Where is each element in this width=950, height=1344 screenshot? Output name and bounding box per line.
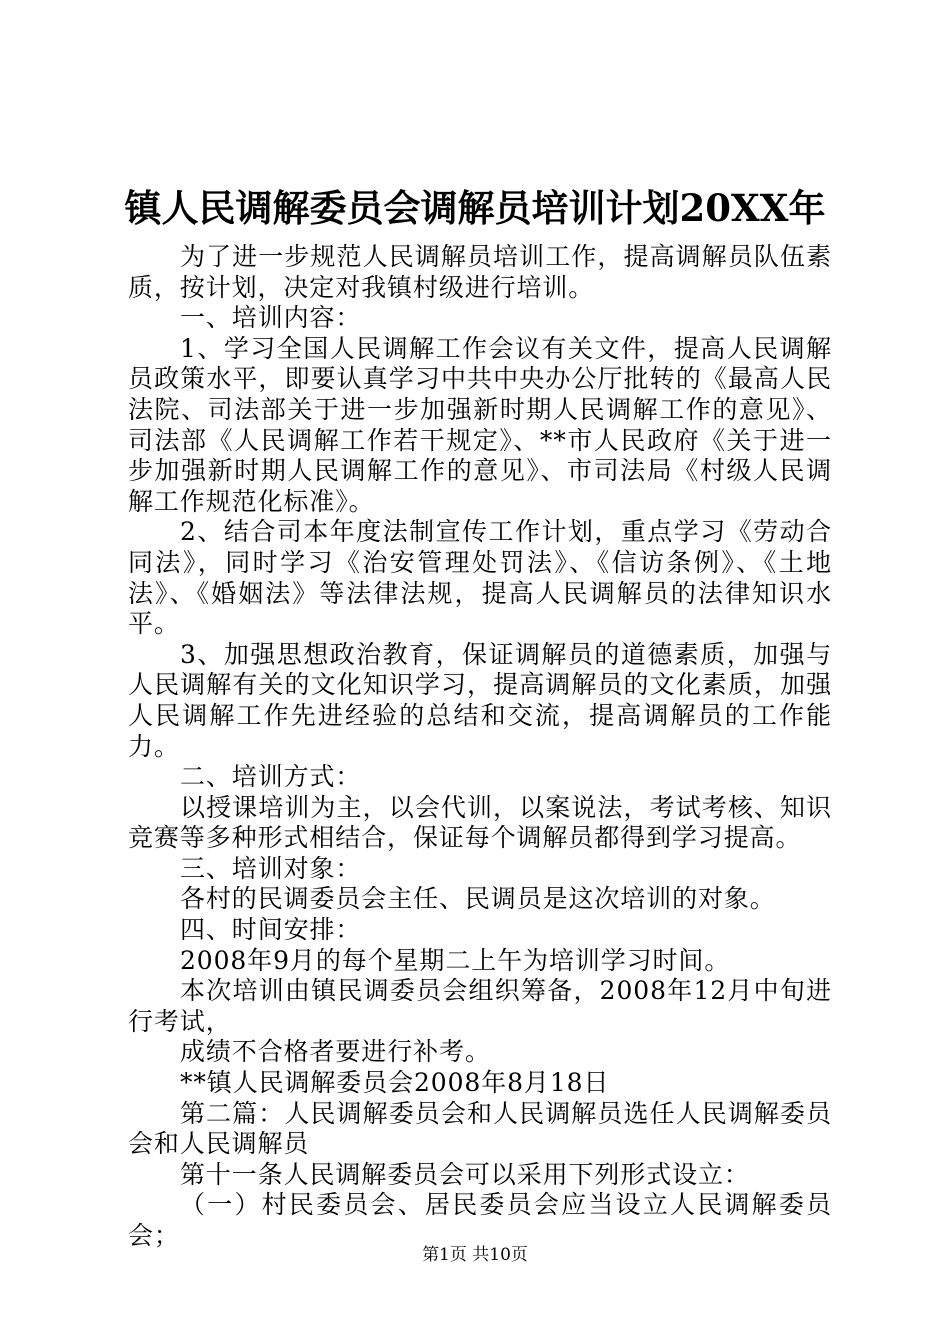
section-heading: 三、培训对象： — [180, 853, 362, 883]
document-title: 镇人民调解委员会调解员培训计划20XX年 — [124, 186, 826, 230]
paragraph: 2008年9月的每个星期二上午为培训学习时间。 — [180, 945, 731, 975]
page-footer: 第1页 共10页 — [422, 1245, 528, 1265]
paragraph: 以授课培训为主，以会代训，以案说法，考试考核、知识竞赛等多种形式相结合，保证每个调解员都得到学习提高。 — [128, 792, 832, 853]
paragraph: 本次培训由镇民调委员会组织筹备，2008年12月中旬进行考试， — [128, 976, 832, 1036]
signature-line: **镇人民调解委员会2008年8月18日 — [180, 1068, 610, 1098]
paragraph: 3、加强思想政治教育，保证调解员的道德素质，加强与人民调解有关的文化知识学习，提高调解员的文化素质，加强人民调解工作先进经验的总结和交流，提高调解员的工作能力。 — [128, 639, 832, 761]
paragraph: 第二篇：人民调解委员会和人民调解员选任人民调解委员会和人民调解员 — [128, 1098, 832, 1159]
paragraph: （一）村民委员会、居民委员会应当设立人民调解委员会； — [128, 1190, 832, 1250]
section-heading: 一、培训内容： — [180, 303, 362, 333]
section-heading: 二、培训方式： — [180, 762, 362, 792]
paragraph: 各村的民调委员会主任、民调员是这次培训的对象。 — [180, 884, 776, 914]
document-body — [128, 242, 832, 1252]
paragraph: 1、学习全国人民调解工作会议有关文件，提高人民调解员政策水平，即要认真学习中共中央办公厅批转的《最高人民法院、司法部关于进一步加强新时期人民调解工作的意见》、司法部《人民调解工作若干规定》、**市人民政府《关于进一步加强新时期人民调解工作的意见》、市司法局《村级人民调解工作规范化标准》。 — [128, 333, 832, 516]
section-heading: 四、时间安排： — [180, 915, 362, 945]
paragraph: 2、结合司本年度法制宣传工作计划，重点学习《劳动合同法》，同时学习《治安管理处罚法》、《信访条例》、《土地法》、《婚姻法》等法律法规，提高人民调解员的法律知识水平。 — [128, 517, 832, 639]
paragraph: 为了进一步规范人民调解员培训工作，提高调解员队伍素质，按计划，决定对我镇村级进行培训。 — [128, 242, 832, 302]
paragraph: 第十一条人民调解委员会可以采用下列形式设立： — [180, 1159, 750, 1189]
paragraph: 成绩不合格者要进行补考。 — [180, 1037, 491, 1067]
